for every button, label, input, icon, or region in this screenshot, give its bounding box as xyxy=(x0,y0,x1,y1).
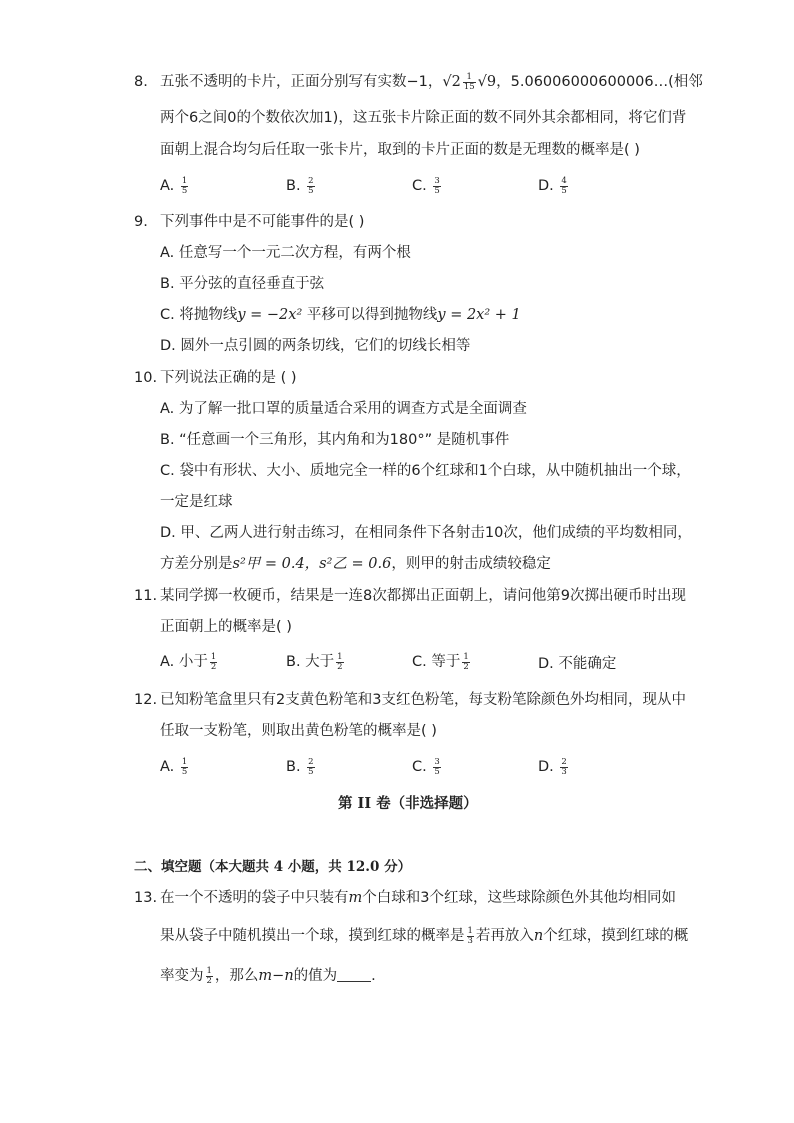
option-b[interactable]: B. “任意画一个三角形，其内角和为180°” 是随机事件 xyxy=(160,432,510,448)
question-8-line-2: 两个6之间0的个数依次加1)，这五张卡片除正面的数不同外其余都相同，将它们背 xyxy=(160,110,687,126)
question-13-line-3: 率变为 $\frac{1}{2}$ ，那么m−n的值为 . xyxy=(160,965,376,986)
question-9-stem: 下列事件中是不可能事件的是( ) xyxy=(160,214,365,230)
option-c[interactable]: C. $\frac{3}{5}$ xyxy=(412,756,440,777)
option-d-continued: 方差分别是s²甲 = 0.4，s²乙 = 0.6，则甲的射击成绩较稳定 xyxy=(160,556,551,572)
option-b[interactable]: B. 大于 $\frac{1}{2}$ xyxy=(286,651,343,672)
question-number: 11. xyxy=(134,588,158,604)
option-a[interactable]: A. 为了解一批口罩的质量适合采用的调查方式是全面调查 xyxy=(160,401,527,417)
question-number: 10. xyxy=(134,370,158,386)
option-b[interactable]: B. $\frac{2}{5}$ xyxy=(286,756,314,777)
question-10-stem: 下列说法正确的是 ( ) xyxy=(160,370,297,386)
question-12-line-2: 任取一支粉笔，则取出黄色粉笔的概率是( ) xyxy=(160,723,437,739)
option-c[interactable]: C. 将抛物线y = −2x² 平移可以得到抛物线y = 2x² + 1 xyxy=(160,307,521,323)
section-heading: 二、填空题（本大题共 4 小题，共 12.0 分） xyxy=(134,859,412,875)
question-number: 8. xyxy=(134,74,148,90)
option-c[interactable]: C. 等于 $\frac{1}{2}$ xyxy=(412,651,469,672)
option-b[interactable]: B. 平分弦的直径垂直于弦 xyxy=(160,276,325,292)
option-a[interactable]: A. 小于 $\frac{1}{2}$ xyxy=(160,651,217,672)
question-12-line-1: 已知粉笔盒里只有2支黄色粉笔和3支红色粉笔，每支粉笔除颜色外均相同，现从中 xyxy=(160,692,686,708)
question-11-line-1: 某同学掷一枚硬币，结果是一连8次都掷出正面朝上，请问他第9次掷出硬币时出现 xyxy=(160,588,686,604)
question-number: 13. xyxy=(134,890,158,906)
question-8-line-3: 面朝上混合均匀后任取一张卡片，取到的卡片正面的数是无理数的概率是( ) xyxy=(160,142,640,158)
question-number: 9. xyxy=(134,214,148,230)
option-c-continued: 一定是红球 xyxy=(160,494,233,510)
option-c[interactable]: C. 袋中有形状、大小、质地完全一样的6个红球和1个白球，从中随机抽出一个球， xyxy=(160,463,691,479)
part-title: 第 II 卷（非选择题） xyxy=(338,795,478,812)
option-d[interactable]: D. 甲、乙两人进行射击练习，在相同条件下各射击10次，他们成绩的平均数相同， xyxy=(160,525,692,541)
option-b[interactable]: B. $\frac{2}{5}$ xyxy=(286,175,314,196)
question-13-line-2: 果从袋子中随机摸出一个球，摸到红球的概率是 $\frac{1}{3}$ 若再放入n个红球，摸到红球的概 xyxy=(160,925,689,946)
fraction: $\frac{1}{15}$ xyxy=(463,71,475,92)
option-d[interactable]: D. 不能确定 xyxy=(538,656,617,672)
option-d[interactable]: D. $\frac{4}{5}$ xyxy=(538,175,567,196)
answer-blank[interactable] xyxy=(337,967,371,982)
question-8-line-1: 五张不透明的卡片，正面分别写有实数−1，√2 $\frac{1}{15}$ √9，5.06006000600006…(相邻 xyxy=(160,71,703,92)
question-13-line-1: 在一个不透明的袋子中只装有m个白球和3个红球，这些球除颜色外其他均相同如 xyxy=(160,890,676,906)
question-11-line-2: 正面朝上的概率是( ) xyxy=(160,619,292,635)
option-a[interactable]: A. $\frac{1}{5}$ xyxy=(160,175,188,196)
question-number: 12. xyxy=(134,692,158,708)
option-c[interactable]: C. $\frac{3}{5}$ xyxy=(412,175,440,196)
option-a[interactable]: A. 任意写一个一元二次方程，有两个根 xyxy=(160,245,411,261)
option-d[interactable]: D. $\frac{2}{3}$ xyxy=(538,756,567,777)
option-d[interactable]: D. 圆外一点引圆的两条切线，它们的切线长相等 xyxy=(160,338,471,354)
option-a[interactable]: A. $\frac{1}{5}$ xyxy=(160,756,188,777)
